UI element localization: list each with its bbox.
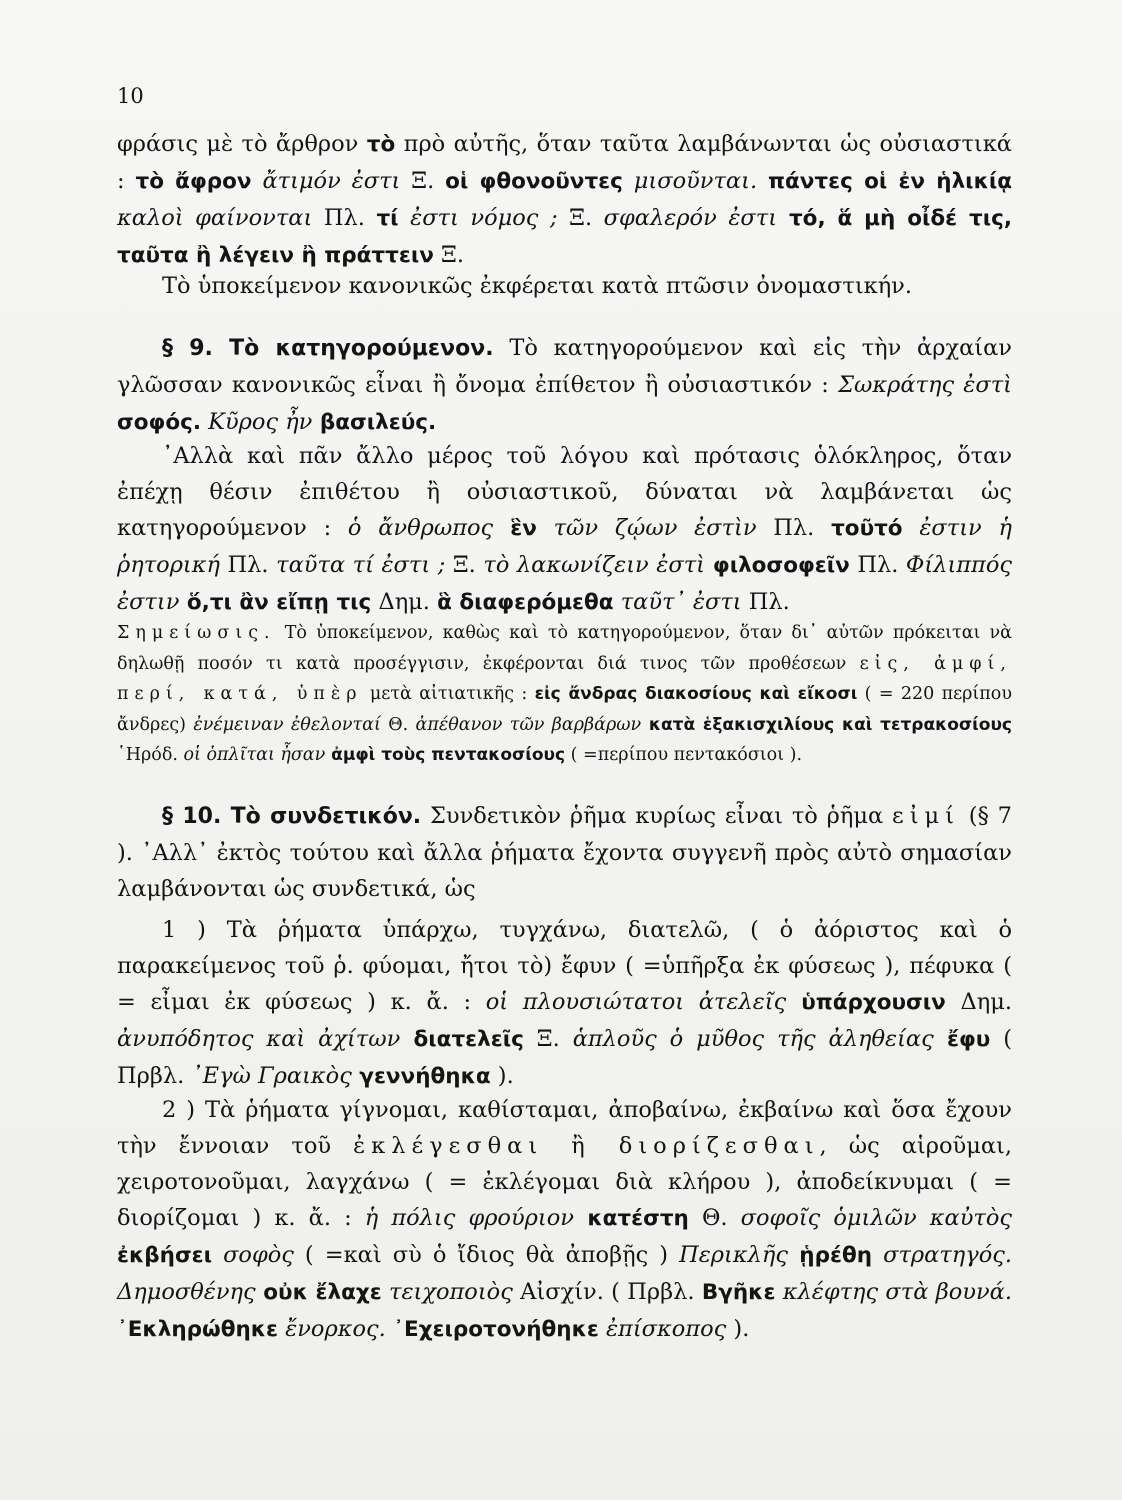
note-label: Σημείωσις. — [117, 623, 276, 643]
list-item-2: 2 ) Τὰ ῥήματα γίγνομαι, καθίσταμαι, ἀποβαίνω, ἐκβαίνω καὶ ὅσα ἔχουν τὴν ἔννοιαν τοῦ ἐκλέγεσθαι ἢ διορίζεσθαι, ὡς αἱροῦμαι, χειροτονοῦμαι, λαγχάνω ( = ἐκλέγομαι διὰ κλήρου ), ἀποδείκνυμαι ( = διορίζομαι ) κ. ἄ. : ἡ πόλις φρούριον κατέστη Θ. σοφοῖς ὁμιλῶν καὐτὸς ἐκβήσει σοφὸς ( =καὶ σὺ ὁ ἴδιος θὰ ἀποβῇς ) Περικλῆς ᾑρέθη στρατηγός. Δημοσθένης οὐκ ἔλαχε τειχοποιὸς Αἰσχίν. ( Πρβλ. Βγῆκε κλέφτης στὰ βουνά. ᾿Εκληρώθηκε ἔνορκος. ᾿Εχειροτονήθηκε ἐπίσκοπος ). — [117, 1097, 1013, 1342]
section-10-copula: § 10. Τὸ συνδετικόν. Συνδετικὸν ῥῆμα κυρίως εἶναι τὸ ῥῆμα εἰμί (§ 7 ). ᾿Αλλ᾿ ἐκτὸς τούτου καὶ ἄλλα ῥήματα ἔχοντα συγγενῆ πρὸς αὐτὸ σημασίαν λαμβάνονται ὡς συνδετικά, ὡς — [117, 803, 1012, 902]
list-item-1: 1 ) Τὰ ῥήματα ὑπάρχω, τυγχάνω, διατελῶ, ( ὁ ἀόριστος καὶ ὁ παρακείμενος τοῦ ῥ. φύομαι, ἤτοι τὸ) ἔφυν ( =ὑπῆρξα ἐκ φύσεως ), πέφυκα ( = εἶμαι ἐκ φύσεως ) κ. ἄ. : οἱ πλουσιώτατοι ἀτελεῖς ὑπάρχουσιν Δημ. ἀνυπόδητος καὶ ἀχίτων διατελεῖς Ξ. ἁπλοῦς ὁ μῦθος τῆς ἀληθείας ἔφυ ( Πρβλ. ᾿Εγὼ Γραικὸς γεννήθηκα ). — [117, 917, 1013, 1089]
note-remark: Σημείωσις. Τὸ ὑποκείμενον, καθὼς καὶ τὸ κατηγορούμενον, ὅταν δι᾿ αὐτῶν πρόκειται νὰ δηλωθῇ ποσόν τι κατὰ προσέγγισιν, ἐκφέρονται διά τινος τῶν προθέσεων εἰς, ἀμφί, περί, κατά, ὑπὲρ μετὰ αἰτιατικῆς : εἰς ἄνδρας διακοσίους καὶ εἴκοσι ( = 220 περίπου ἄνδρες) ἐνέμειναν ἐθελονταί Θ. ἀπέθανον τῶν βαρβάρων κατὰ ἑξακισχιλίους καὶ τετρακοσίους ῾Ηρόδ. οἱ ὁπλῖται ἦσαν ἀμφὶ τοὺς πεντακοσίους ( =περίπου πεντακόσιοι ). — [117, 623, 1012, 765]
section-heading: § 9. Τὸ κατηγορούμενον. — [162, 336, 494, 361]
paragraph-predicate-other: ᾿Αλλὰ καὶ πᾶν ἄλλο μέρος τοῦ λόγου καὶ πρότασις ὁλόκληρος, ὅταν ἐπέχῃ θέσιν ἐπιθέτου ἢ οὐσιαστικοῦ, δύναται νὰ λαμβάνεται ὡς κατηγορούμενον : ὁ ἄνθρωπος ἓν τῶν ζῴων ἐστὶν Πλ. τοῦτό ἐστιν ἡ ῥητορική Πλ. ταῦτα τί ἐστι ; Ξ. τὸ λακωνίζειν ἐστὶ φιλοσοφεῖν Πλ. Φίλιππός ἐστιν ὅ,τι ἂν εἴπῃ τις Δημ. ἃ διαφερόμεθα ταῦτ᾿ ἐστι Πλ. — [117, 443, 1012, 615]
section-9-predicate: § 9. Τὸ κατηγορούμενον. Τὸ κατηγορούμενον καὶ εἰς τὴν ἀρχαίαν γλῶσσαν κανονικῶς εἶναι ἢ ὄνομα ἐπίθετον ἢ οὐσιαστικόν : Σωκράτης ἐστὶ σοφός. Κῦρος ἦν βασιλεύς. — [117, 335, 1012, 435]
paragraph-examples-article: φράσις μὲ τὸ ἄρθρον τὸ πρὸ αὐτῆς, ὅταν ταῦτα λαμβάνωνται ὡς οὐσιαστικά : τὸ ἄφρον ἄτιμόν ἐστι Ξ. οἱ φθονοῦντες μισοῦνται. πάντες οἱ ἐν ἡλικίᾳ καλοὶ φαίνονται Πλ. τί ἐστι νόμος ; Ξ. σφαλερόν ἐστι τό, ἅ μὴ οἶδέ τις, ταῦτα ἢ λέγειν ἢ πράττειν Ξ. — [117, 131, 1012, 268]
section-heading: § 10. Τὸ συνδετικόν. — [162, 804, 422, 829]
paragraph-subject-case: Τὸ ὑποκείμενον κανονικῶς ἐκφέρεται κατὰ πτῶσιν ὀνομαστικήν. — [162, 273, 913, 299]
page-number: 10 — [117, 84, 144, 108]
